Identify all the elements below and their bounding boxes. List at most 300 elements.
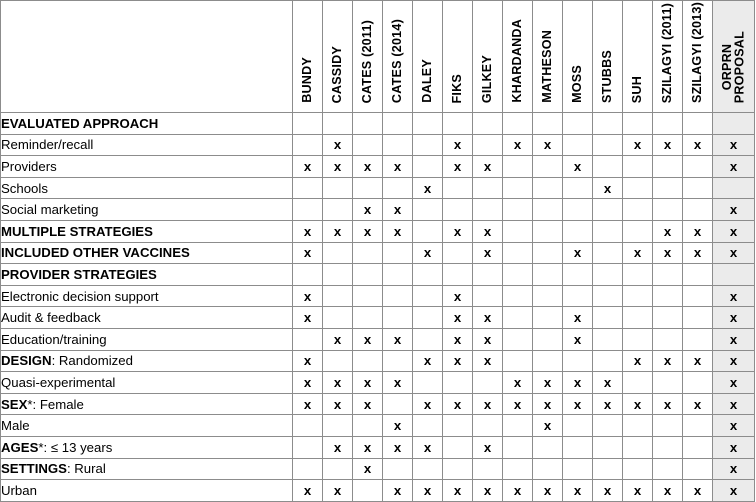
checkmark-cell: x — [293, 220, 323, 242]
empty-cell — [383, 242, 413, 264]
empty-cell — [353, 285, 383, 307]
checkmark-cell: x — [713, 199, 755, 221]
empty-cell — [383, 350, 413, 372]
checkmark-cell: x — [713, 285, 755, 307]
checkmark-cell: x — [713, 458, 755, 480]
checkmark-cell: x — [683, 393, 713, 415]
table-row — [1, 415, 755, 437]
empty-cell — [293, 415, 323, 437]
checkmark-cell: x — [323, 480, 353, 502]
empty-cell — [413, 264, 443, 286]
empty-cell — [623, 307, 653, 329]
column-header-label: CASSIDY — [330, 45, 345, 103]
empty-cell — [533, 350, 563, 372]
checkmark-cell: x — [293, 350, 323, 372]
checkmark-cell: x — [413, 177, 443, 199]
checkmark-cell: x — [653, 393, 683, 415]
checkmark-cell: x — [323, 156, 353, 178]
checkmark-cell: x — [383, 328, 413, 350]
empty-cell — [653, 328, 683, 350]
checkmark-cell: x — [563, 480, 593, 502]
checkmark-cell: x — [683, 134, 713, 156]
checkmark-cell: x — [713, 415, 755, 437]
row-label — [1, 415, 293, 437]
row-label-bold: EVALUATED APPROACH — [1, 115, 159, 131]
checkmark-cell: x — [443, 156, 473, 178]
checkmark-cell: x — [353, 436, 383, 458]
row-label-text: Electronic decision support — [1, 288, 159, 304]
empty-cell — [503, 156, 533, 178]
empty-cell — [353, 113, 383, 135]
checkmark-cell: x — [563, 156, 593, 178]
row-label — [1, 242, 293, 264]
empty-cell — [533, 220, 563, 242]
empty-cell — [533, 458, 563, 480]
checkmark-cell: x — [713, 156, 755, 178]
checkmark-cell: x — [323, 220, 353, 242]
empty-cell — [383, 307, 413, 329]
checkmark-cell: x — [623, 242, 653, 264]
checkmark-cell: x — [353, 458, 383, 480]
empty-cell — [653, 307, 683, 329]
empty-cell — [383, 393, 413, 415]
empty-cell — [503, 415, 533, 437]
row-label-bold: AGES — [1, 439, 39, 455]
row-label-text: *: ≤ 13 years — [38, 439, 113, 455]
checkmark-cell: x — [443, 285, 473, 307]
empty-cell — [473, 199, 503, 221]
checkmark-cell: x — [383, 415, 413, 437]
empty-cell — [503, 307, 533, 329]
row-label — [1, 372, 293, 394]
column-header-label: SZILAGYI (2011) — [660, 2, 675, 103]
empty-cell — [623, 113, 653, 135]
checkmark-cell: x — [713, 393, 755, 415]
empty-cell — [593, 350, 623, 372]
row-label — [1, 480, 293, 502]
empty-cell — [593, 285, 623, 307]
empty-cell — [533, 264, 563, 286]
checkmark-cell: x — [323, 393, 353, 415]
checkmark-cell: x — [503, 372, 533, 394]
empty-cell — [653, 199, 683, 221]
empty-cell — [503, 242, 533, 264]
empty-cell — [413, 199, 443, 221]
empty-cell — [413, 113, 443, 135]
empty-cell — [593, 156, 623, 178]
empty-cell — [443, 242, 473, 264]
column-header — [413, 1, 443, 113]
checkmark-cell: x — [503, 134, 533, 156]
empty-cell — [623, 264, 653, 286]
table-row — [1, 199, 755, 221]
row-label-text: : Randomized — [51, 353, 133, 369]
empty-cell — [383, 177, 413, 199]
empty-cell — [593, 134, 623, 156]
empty-cell — [593, 242, 623, 264]
checkmark-cell: x — [503, 393, 533, 415]
checkmark-cell: x — [473, 242, 503, 264]
empty-cell — [593, 220, 623, 242]
empty-cell — [323, 415, 353, 437]
checkmark-cell: x — [533, 372, 563, 394]
empty-cell — [323, 350, 353, 372]
empty-cell — [293, 177, 323, 199]
empty-cell — [713, 264, 755, 286]
empty-cell — [443, 436, 473, 458]
empty-cell — [653, 264, 683, 286]
row-label-text: Education/training — [1, 331, 107, 347]
column-header-label: MOSS — [570, 65, 585, 103]
empty-cell — [353, 134, 383, 156]
empty-cell — [683, 113, 713, 135]
checkmark-cell: x — [473, 156, 503, 178]
empty-cell — [563, 415, 593, 437]
checkmark-cell: x — [383, 372, 413, 394]
checkmark-cell: x — [353, 220, 383, 242]
row-label — [1, 199, 293, 221]
column-header — [383, 1, 413, 113]
empty-cell — [653, 415, 683, 437]
table-row — [1, 113, 755, 135]
empty-cell — [443, 113, 473, 135]
column-header-label: GILKEY — [480, 54, 495, 103]
checkmark-cell: x — [413, 350, 443, 372]
checkmark-cell: x — [413, 242, 443, 264]
row-label-text: Audit & feedback — [1, 310, 101, 326]
column-header — [533, 1, 563, 113]
empty-cell — [593, 113, 623, 135]
corner-cell — [1, 1, 293, 113]
empty-cell — [563, 177, 593, 199]
checkmark-cell: x — [443, 350, 473, 372]
checkmark-cell: x — [623, 350, 653, 372]
checkmark-cell: x — [713, 350, 755, 372]
checkmark-cell: x — [473, 220, 503, 242]
checkmark-cell: x — [383, 199, 413, 221]
checkmark-cell: x — [353, 393, 383, 415]
empty-cell — [323, 285, 353, 307]
checkmark-cell: x — [443, 328, 473, 350]
empty-cell — [473, 415, 503, 437]
checkmark-cell: x — [323, 436, 353, 458]
empty-cell — [353, 264, 383, 286]
checkmark-cell: x — [383, 156, 413, 178]
row-label-text: : Rural — [66, 461, 106, 477]
empty-cell — [653, 156, 683, 178]
empty-cell — [533, 242, 563, 264]
column-header — [293, 1, 323, 113]
empty-cell — [593, 328, 623, 350]
table-row — [1, 156, 755, 178]
row-label-bold: MULTIPLE STRATEGIES — [1, 223, 153, 239]
column-header — [653, 1, 683, 113]
empty-cell — [533, 328, 563, 350]
row-label-text: Male — [1, 418, 30, 434]
empty-cell — [533, 285, 563, 307]
empty-cell — [623, 177, 653, 199]
empty-cell — [383, 458, 413, 480]
empty-cell — [563, 264, 593, 286]
checkmark-cell: x — [293, 393, 323, 415]
checkmark-cell: x — [293, 372, 323, 394]
row-label-text: Providers — [1, 158, 57, 174]
checkmark-cell: x — [443, 134, 473, 156]
empty-cell — [503, 328, 533, 350]
checkmark-cell: x — [623, 134, 653, 156]
column-header-label: ORPRN PROPOSAL — [719, 30, 747, 103]
empty-cell — [533, 156, 563, 178]
empty-cell — [563, 458, 593, 480]
row-label — [1, 156, 293, 178]
table-row — [1, 393, 755, 415]
table-row — [1, 328, 755, 350]
checkmark-cell: x — [713, 134, 755, 156]
row-label — [1, 350, 293, 372]
checkmark-cell: x — [383, 480, 413, 502]
empty-cell — [383, 264, 413, 286]
empty-cell — [503, 458, 533, 480]
row-label-text: Quasi-experimental — [1, 374, 116, 390]
row-label — [1, 393, 293, 415]
empty-cell — [503, 436, 533, 458]
column-header — [713, 1, 755, 113]
empty-cell — [383, 285, 413, 307]
table-row — [1, 350, 755, 372]
empty-cell — [503, 199, 533, 221]
table-row — [1, 458, 755, 480]
checkmark-cell: x — [563, 242, 593, 264]
checkmark-cell: x — [593, 393, 623, 415]
empty-cell — [473, 134, 503, 156]
empty-cell — [653, 372, 683, 394]
empty-cell — [683, 415, 713, 437]
empty-cell — [413, 458, 443, 480]
checkmark-cell: x — [713, 436, 755, 458]
checkmark-cell: x — [443, 307, 473, 329]
column-header — [623, 1, 653, 113]
empty-cell — [563, 220, 593, 242]
checkmark-cell: x — [353, 199, 383, 221]
table-row — [1, 134, 755, 156]
column-header-label: CATES (2014) — [390, 18, 405, 103]
checkmark-cell: x — [713, 307, 755, 329]
empty-cell — [533, 177, 563, 199]
empty-cell — [533, 307, 563, 329]
checkmark-cell: x — [653, 350, 683, 372]
row-label-bold: SETTINGS — [1, 461, 67, 477]
empty-cell — [563, 285, 593, 307]
checkmark-cell: x — [413, 480, 443, 502]
empty-cell — [293, 458, 323, 480]
empty-cell — [623, 415, 653, 437]
empty-cell — [353, 415, 383, 437]
empty-cell — [683, 285, 713, 307]
row-label — [1, 458, 293, 480]
checkmark-cell: x — [533, 134, 563, 156]
row-label — [1, 285, 293, 307]
checkmark-cell: x — [443, 480, 473, 502]
row-label-text: Urban — [1, 482, 37, 498]
empty-cell — [443, 458, 473, 480]
column-header — [563, 1, 593, 113]
empty-cell — [413, 220, 443, 242]
empty-cell — [503, 220, 533, 242]
row-label-text: Reminder/recall — [1, 137, 94, 153]
empty-cell — [293, 113, 323, 135]
empty-cell — [503, 264, 533, 286]
empty-cell — [653, 436, 683, 458]
empty-cell — [443, 264, 473, 286]
empty-cell — [623, 199, 653, 221]
table-row — [1, 307, 755, 329]
empty-cell — [563, 350, 593, 372]
table-row — [1, 436, 755, 458]
checkmark-cell: x — [563, 328, 593, 350]
checkmark-cell: x — [593, 177, 623, 199]
empty-cell — [503, 350, 533, 372]
checkmark-cell: x — [293, 242, 323, 264]
checkmark-cell: x — [353, 156, 383, 178]
empty-cell — [593, 458, 623, 480]
empty-cell — [293, 264, 323, 286]
empty-cell — [533, 436, 563, 458]
empty-cell — [413, 415, 443, 437]
checkmark-cell: x — [683, 242, 713, 264]
checkmark-cell: x — [473, 307, 503, 329]
column-header — [473, 1, 503, 113]
empty-cell — [323, 458, 353, 480]
column-header — [683, 1, 713, 113]
checkmark-cell: x — [623, 480, 653, 502]
empty-cell — [293, 134, 323, 156]
table-row — [1, 264, 755, 286]
checkmark-cell: x — [323, 372, 353, 394]
checkmark-cell: x — [713, 372, 755, 394]
checkmark-cell: x — [473, 393, 503, 415]
checkmark-cell: x — [413, 436, 443, 458]
checkmark-cell: x — [713, 328, 755, 350]
empty-cell — [323, 113, 353, 135]
empty-cell — [503, 113, 533, 135]
row-label — [1, 113, 293, 135]
column-header-label: SUH — [630, 75, 645, 103]
checkmark-cell: x — [593, 372, 623, 394]
row-label-bold: PROVIDER STRATEGIES — [1, 266, 157, 282]
empty-cell — [293, 436, 323, 458]
table-row — [1, 285, 755, 307]
empty-cell — [473, 177, 503, 199]
empty-cell — [383, 134, 413, 156]
checkmark-cell: x — [713, 242, 755, 264]
checkmark-cell: x — [293, 156, 323, 178]
column-header-label: MATHESON — [540, 30, 555, 103]
empty-cell — [683, 307, 713, 329]
empty-cell — [683, 264, 713, 286]
table-row — [1, 220, 755, 242]
checkmark-cell: x — [353, 372, 383, 394]
empty-cell — [323, 199, 353, 221]
checkmark-cell: x — [383, 220, 413, 242]
row-label-bold: SEX — [1, 396, 28, 412]
empty-cell — [323, 307, 353, 329]
empty-cell — [683, 177, 713, 199]
row-label — [1, 307, 293, 329]
empty-cell — [653, 177, 683, 199]
checkmark-cell: x — [713, 480, 755, 502]
column-header-label: BUNDY — [300, 57, 315, 103]
empty-cell — [413, 134, 443, 156]
empty-cell — [593, 415, 623, 437]
empty-cell — [593, 199, 623, 221]
empty-cell — [443, 415, 473, 437]
column-header — [443, 1, 473, 113]
checkmark-cell: x — [293, 307, 323, 329]
empty-cell — [353, 480, 383, 502]
checkmark-cell: x — [293, 480, 323, 502]
checkmark-cell: x — [413, 393, 443, 415]
column-header-label: DALEY — [420, 59, 435, 103]
empty-cell — [473, 264, 503, 286]
empty-cell — [683, 328, 713, 350]
empty-cell — [683, 156, 713, 178]
table-row — [1, 242, 755, 264]
empty-cell — [503, 285, 533, 307]
checkmark-cell: x — [473, 436, 503, 458]
empty-cell — [623, 372, 653, 394]
column-header — [593, 1, 623, 113]
checkmark-cell: x — [653, 220, 683, 242]
empty-cell — [683, 372, 713, 394]
empty-cell — [683, 436, 713, 458]
empty-cell — [713, 177, 755, 199]
empty-cell — [653, 113, 683, 135]
empty-cell — [593, 307, 623, 329]
empty-cell — [563, 199, 593, 221]
table-row — [1, 480, 755, 502]
checkmark-cell: x — [473, 350, 503, 372]
column-header-label: SZILAGYI (2013) — [690, 2, 705, 103]
empty-cell — [473, 285, 503, 307]
empty-cell — [413, 328, 443, 350]
empty-cell — [323, 264, 353, 286]
checkmark-cell: x — [533, 393, 563, 415]
empty-cell — [323, 242, 353, 264]
checkmark-cell: x — [683, 480, 713, 502]
empty-cell — [473, 372, 503, 394]
checkmark-cell: x — [623, 393, 653, 415]
empty-cell — [443, 177, 473, 199]
empty-cell — [353, 350, 383, 372]
empty-cell — [413, 307, 443, 329]
empty-cell — [653, 285, 683, 307]
column-header-label: KHARDANDA — [510, 19, 525, 103]
row-label-bold: DESIGN — [1, 353, 52, 369]
empty-cell — [353, 242, 383, 264]
row-label — [1, 134, 293, 156]
empty-cell — [353, 307, 383, 329]
empty-cell — [623, 220, 653, 242]
empty-cell — [683, 199, 713, 221]
checkmark-cell: x — [653, 242, 683, 264]
row-label-text: Social marketing — [1, 202, 99, 218]
column-header — [503, 1, 533, 113]
empty-cell — [443, 199, 473, 221]
empty-cell — [623, 458, 653, 480]
row-label-text: Schools — [1, 180, 48, 196]
checkmark-cell: x — [683, 220, 713, 242]
checkmark-cell: x — [683, 350, 713, 372]
